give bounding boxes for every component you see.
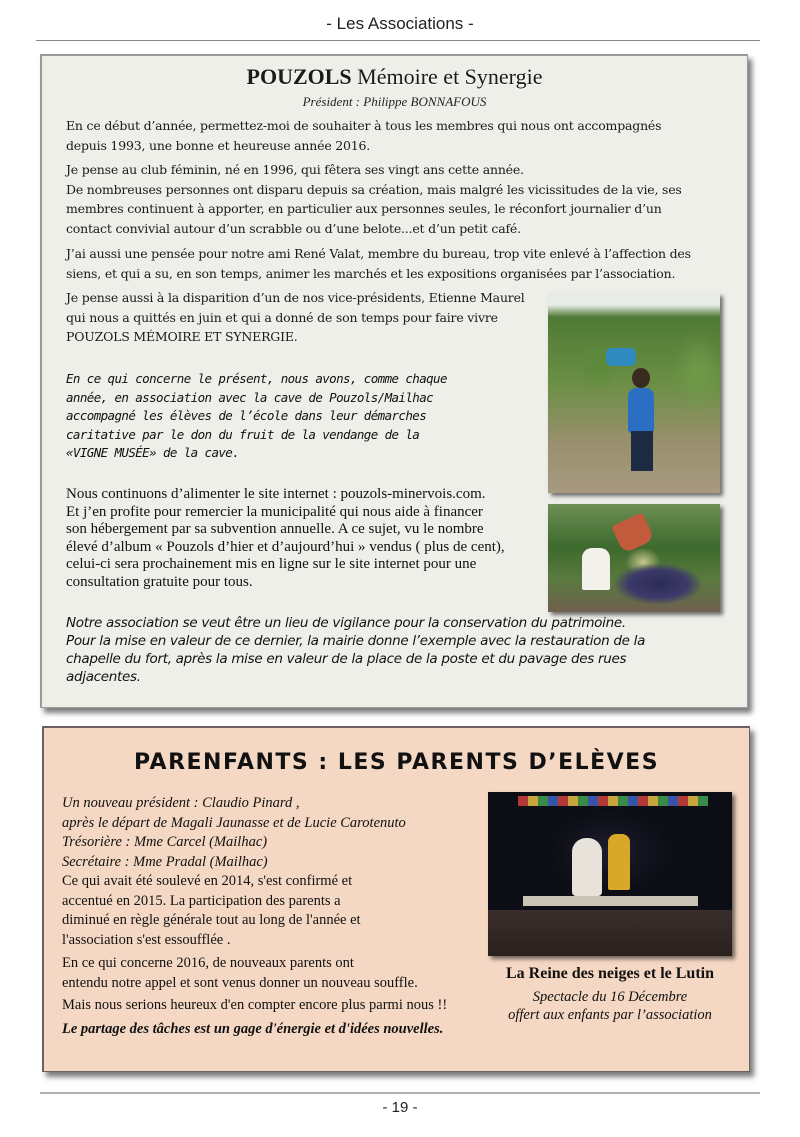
- text-line: l'association s'est essoufflée .: [62, 931, 231, 948]
- audience: [488, 910, 732, 956]
- footer-divider: [40, 1092, 760, 1094]
- parenfants-officers: [62, 794, 406, 872]
- bunting-flags: [518, 796, 708, 806]
- caption-line: offert aux enfants par l’association: [508, 1007, 712, 1023]
- text-line: après le départ de Magali Jaunasse et de Lucie Carotenuto: [62, 814, 406, 831]
- paragraph-rene-valat: [66, 244, 691, 283]
- text-line: Secrétaire : Mme Pradal (Mailhac): [62, 853, 268, 870]
- theatre-show-photo: [488, 792, 732, 956]
- text-line: Ce qui avait été soulevé en 2014, s'est confirmé et: [62, 873, 353, 889]
- paragraph-present: [66, 370, 447, 463]
- pouzols-article-box: [40, 54, 748, 708]
- text-line: Trésorière : Mme Carcel (Mailhac): [62, 834, 268, 850]
- pouzols-president: Président : Philippe BONNAFOUS: [302, 94, 487, 109]
- text-line: En ce qui concerne 2016, de nouveaux parents ont: [62, 955, 354, 971]
- text-line: En ce début d’année, permettez-moi de souhaiter à tous les membres qui nous ont accompagnés: [66, 118, 662, 133]
- parenfants-article-box: [42, 726, 750, 1072]
- child-figure: [631, 431, 653, 471]
- text-line: élevé d’album « Pouzols d’hier et d’aujourd’hui » vendus ( plus de cent),: [66, 538, 505, 555]
- text-line: Je pense aussi à la disparition d’un de nos vice-présidents, Etienne Maurel: [66, 290, 525, 305]
- pouzols-title: [42, 64, 747, 90]
- text-line: qui nous a quittés en juin et qui a donné de son temps pour faire vivre: [66, 309, 498, 325]
- text-line: accompagné les élèves de l’école dans leur démarches: [66, 408, 427, 423]
- section-header: - Les Associations -: [326, 14, 474, 33]
- text-line: POUZOLS MÉMOIRE ET SYNERGIE.: [66, 329, 298, 344]
- text-line: son hébergement par sa subvention annuelle. A ce sujet, vu le nombre: [66, 521, 484, 537]
- text-line: Notre association se veut être un lieu de vigilance pour la conservation du patrimoine.: [66, 615, 626, 631]
- text-line: consultation gratuite pour tous.: [66, 573, 253, 590]
- photo-caption-title: La Reine des neiges et le Lutin: [506, 965, 714, 982]
- child-figure: [628, 388, 654, 433]
- text-line: contact convivial autour d’un scrabble ou d’une belote...et d’un petit café.: [66, 220, 521, 236]
- grapes-bucket-photo: [548, 504, 720, 612]
- text-line: celui-ci sera prochainement mis en ligne sur le site internet pour une: [66, 556, 477, 572]
- text-line: Nous continuons d’alimenter le site internet : pouzols-minervois.com.: [66, 486, 486, 502]
- paragraph-etienne-maurel: [66, 288, 525, 347]
- paragraph-club: [66, 160, 682, 238]
- snow-queen-figure: [572, 838, 602, 896]
- parenfants-closing: Le partage des tâches est un gage d'énergie et d'idées nouvelles.: [62, 1021, 444, 1037]
- text-line: accentué en 2015. La participation des parents a: [62, 892, 341, 909]
- elf-figure: [608, 834, 630, 890]
- text-line: entendu notre appel et sont venus donner un nouveau souffle.: [62, 974, 418, 991]
- text-line: «VIGNE MUSÉE» de la cave.: [66, 445, 240, 460]
- paragraph-heritage: [66, 614, 645, 686]
- header-divider: [36, 40, 760, 41]
- text-line: membres continuent à apporter, en particulier aux personnes seules, le réconfort journalier d’un: [66, 201, 662, 216]
- text-line: Je pense au club féminin, né en 1996, qui fêtera ses vingt ans cette année.: [66, 162, 524, 177]
- text-line: Pour la mise en valeur de ce dernier, la mairie donne l’exemple avec la restauration de la: [66, 633, 646, 649]
- text-line: diminué en règle générale tout au long de l'année et: [62, 912, 361, 928]
- text-line: Un nouveau président : Claudio Pinard ,: [62, 795, 300, 811]
- text-line: depuis 1993, une bonne et heureuse année 2016.: [66, 137, 371, 153]
- bucket-shape: [611, 512, 654, 554]
- children-harvesting-vineyard-photo: [548, 293, 720, 493]
- child-figure: [632, 368, 650, 388]
- text-line: chapelle du fort, après la mise en valeur de la place de la poste et du pavage des rues: [66, 651, 627, 667]
- paragraph-website: [66, 486, 505, 591]
- text-line: J’ai aussi une pensée pour notre ami René Valat, membre du bureau, trop vite enlevé à l’affection des: [66, 246, 691, 261]
- pouzols-title-bold: POUZOLS: [246, 64, 352, 89]
- pouzols-title-rest: Mémoire et Synergie: [351, 64, 543, 89]
- parenfants-paragraph-2016: [62, 954, 418, 993]
- text-line: Et j’en profite pour remercier la municipalité qui nous aide à financer: [66, 503, 483, 520]
- page-number: - 19 -: [382, 1099, 418, 1116]
- girl-figure: [582, 548, 610, 590]
- text-line: De nombreuses personnes ont disparu depuis sa création, mais malgré les vicissitudes de la vie, ses: [66, 181, 682, 197]
- parenfants-paragraph-more: Mais nous serions heureux d'en compter encore plus parmi nous !!: [62, 997, 448, 1013]
- paragraph-greeting: [66, 116, 661, 155]
- text-line: siens, et qui a su, en son temps, animer les marchés et les expositions organisées par l’association.: [66, 265, 676, 281]
- child-figure: [606, 348, 636, 366]
- parenfants-title: PARENFANTS : LES PARENTS D’ELÈVES: [133, 750, 660, 775]
- text-line: caritative par le don du fruit de la vendange de la: [66, 426, 420, 442]
- stage-floor: [523, 896, 698, 906]
- text-line: adjacentes.: [66, 669, 141, 685]
- photo-caption-subtitle: [484, 988, 736, 1024]
- text-line: En ce qui concerne le présent, nous avons, comme chaque: [66, 371, 447, 386]
- caption-line: Spectacle du 16 Décembre: [532, 989, 688, 1005]
- text-line: année, en association avec la cave de Pouzols/Mailhac: [66, 389, 434, 405]
- parenfants-paragraph-participation: [62, 872, 361, 950]
